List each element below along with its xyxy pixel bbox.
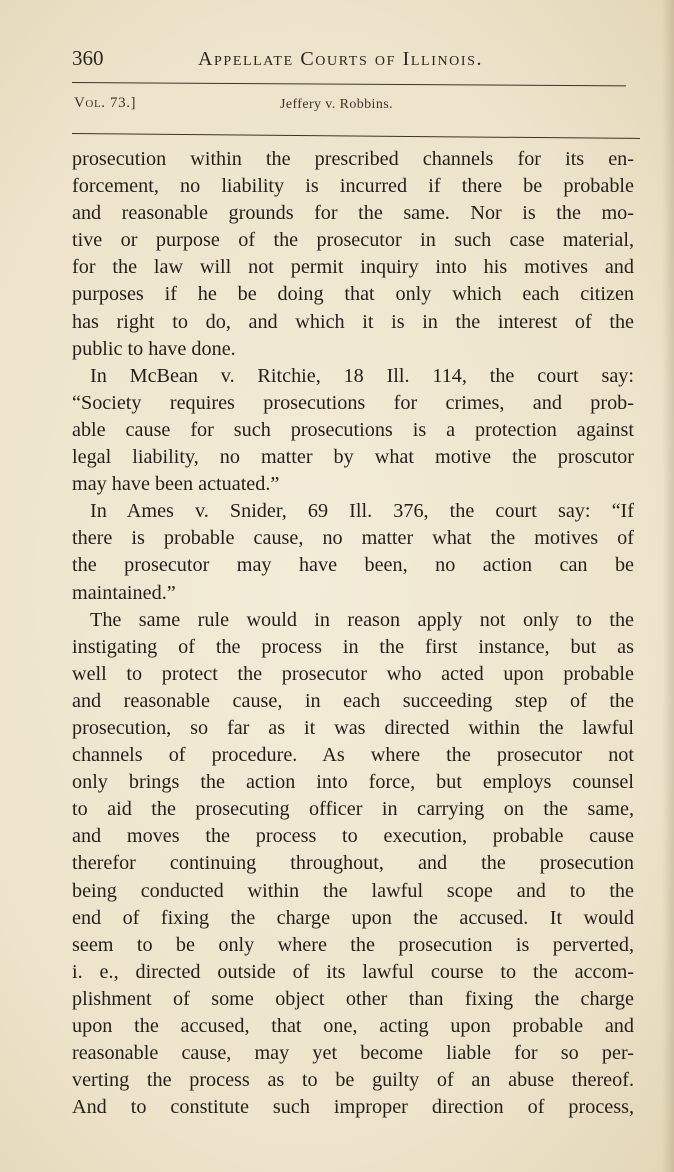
text-line: and reasonable grounds for the same. Nor is the mo-	[72, 202, 634, 225]
text-line: has right to do, and which it is in the interest of the	[72, 310, 634, 333]
text-line: therefor continuing throughout, and the prosecution	[72, 852, 634, 875]
text-line: purposes if he be doing that only which each citizen	[72, 283, 634, 306]
text-line: seem to be only where the prosecution is perverted,	[72, 933, 634, 956]
header-rule-top	[72, 82, 626, 86]
paragraph-start-line: In Ames v. Snider, 69 Ill. 376, the court say: “If	[90, 500, 634, 523]
text-line: i. e., directed outside of its lawful course to the accom-	[72, 960, 634, 983]
text-line: And to constitute such improper direction of process,	[72, 1096, 634, 1119]
text-line: tive or purpose of the prosecutor in such case material,	[72, 229, 634, 252]
text-line: only brings the action into force, but employs counsel	[72, 771, 634, 794]
text-line: may have been actuated.”	[72, 473, 280, 496]
text-line: plishment of some object other than fixing the charge	[72, 987, 634, 1010]
text-line: prosecution, so far as it was directed within the lawful	[72, 716, 634, 739]
text-line: the prosecutor may have been, no action can be	[72, 554, 634, 577]
text-line: being conducted within the lawful scope and to the	[72, 879, 634, 902]
case-subhead	[74, 95, 634, 119]
text-line: legal liability, no matter by what motive the proscutor	[72, 446, 634, 469]
text-line: and reasonable cause, in each succeeding step of the	[72, 689, 634, 712]
opinion-body	[72, 146, 634, 1121]
text-line: well to protect the prosecutor who acted upon probable	[72, 662, 634, 685]
text-line: prosecution within the prescribed channels for its en-	[72, 148, 634, 170]
journal-title: Appellate Courts of Illinois.	[198, 48, 484, 70]
text-line: there is probable cause, no matter what the motives of	[72, 527, 634, 550]
text-line: for the law will not permit inquiry into his motives and	[72, 256, 634, 279]
page-edge-shadow	[662, 0, 674, 1172]
text-line: instigating of the process in the first instance, but as	[72, 635, 634, 658]
text-line: public to have done.	[72, 337, 236, 360]
text-line: able cause for such prosecutions is a protection against	[72, 418, 634, 441]
running-head	[72, 40, 632, 74]
text-line: forcement, no liability is incurred if there be probable	[72, 175, 634, 198]
text-line: channels of procedure. As where the prosecutor not	[72, 744, 634, 767]
paragraph-start-line: In McBean v. Ritchie, 18 Ill. 114, the court say:	[90, 364, 634, 387]
page-number: 360	[72, 46, 104, 70]
header-rule-bottom	[72, 133, 640, 139]
text-line: upon the accused, that one, acting upon probable and	[72, 1015, 634, 1037]
volume-reference: Vol. 73.]	[74, 95, 137, 111]
text-line: “Society requires prosecutions for crimes, and prob-	[72, 391, 634, 414]
case-name: Jeffery v. Robbins.	[280, 97, 393, 112]
text-line: end of fixing the charge upon the accused. It would	[72, 906, 634, 929]
text-line: to aid the prosecuting officer in carrying on the same,	[72, 798, 634, 821]
text-line: verting the process as to be guilty of an abuse thereof.	[72, 1069, 634, 1092]
paragraph-start-line: The same rule would in reason apply not only to the	[90, 608, 634, 631]
text-line: reasonable cause, may yet become liable for so per-	[72, 1042, 634, 1065]
text-line: and moves the process to execution, probable cause	[72, 825, 634, 848]
text-line: maintained.”	[72, 581, 176, 604]
